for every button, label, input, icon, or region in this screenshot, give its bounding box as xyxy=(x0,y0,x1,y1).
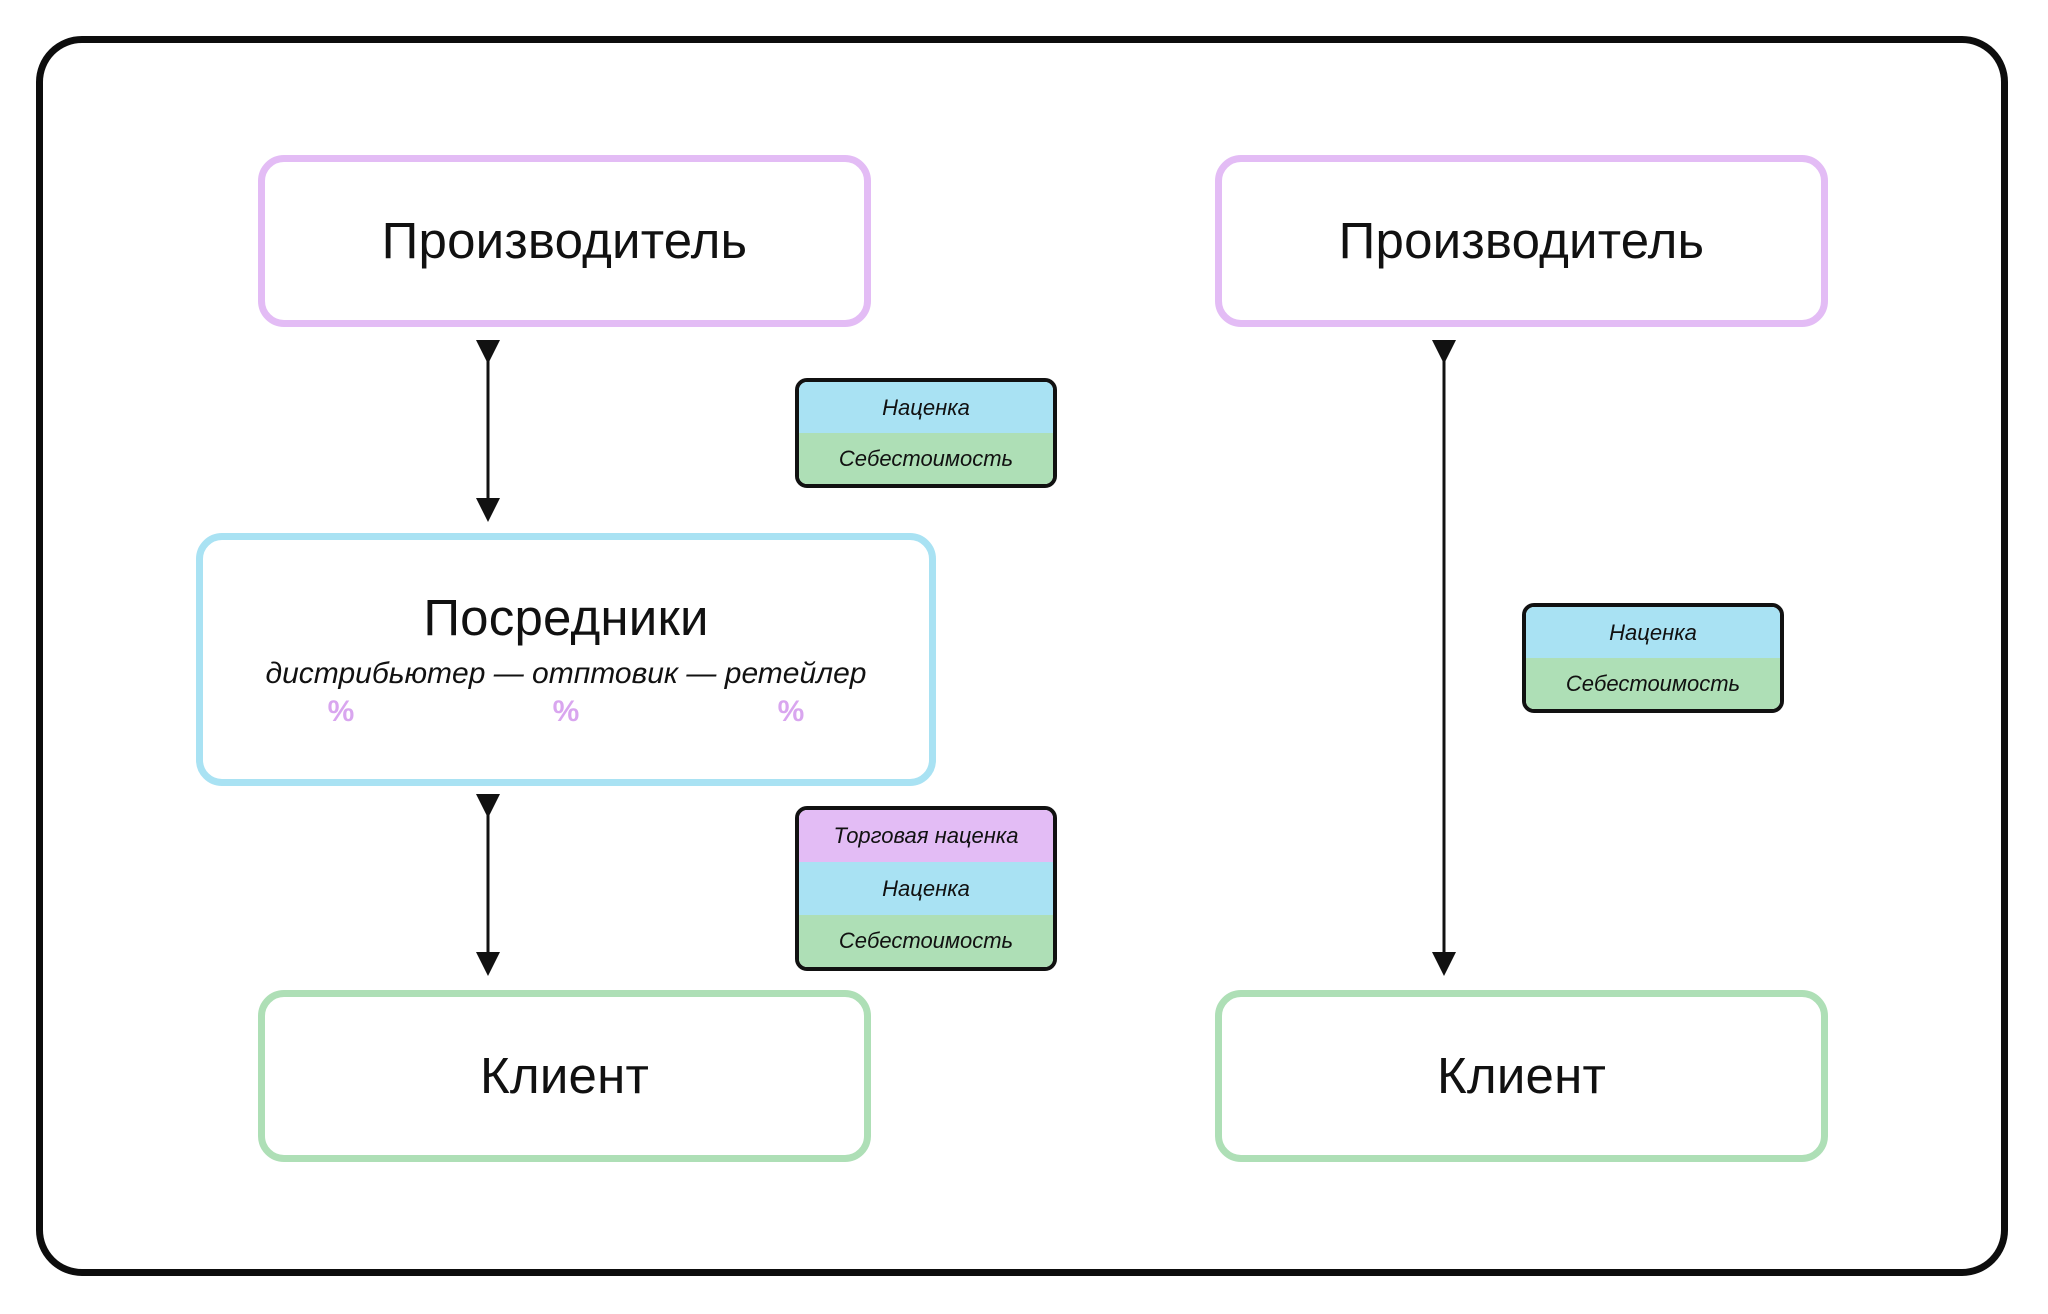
node-client-left[interactable] xyxy=(258,990,871,1162)
band-markup: Наценка xyxy=(799,382,1053,433)
percent-distributor: % xyxy=(327,694,355,728)
price-stack-client-left xyxy=(795,806,1057,971)
arrow-middlemen-client xyxy=(466,790,510,980)
band-cost: Себестоимость xyxy=(1526,658,1780,709)
node-label: Производитель xyxy=(1338,211,1705,269)
arrow-producer-middlemen xyxy=(466,336,510,526)
band-markup: Наценка xyxy=(1526,607,1780,658)
node-label: Клиент xyxy=(1436,1046,1607,1104)
node-label: Клиент xyxy=(479,1046,650,1104)
node-label: Посредники xyxy=(423,589,709,647)
node-producer-left[interactable] xyxy=(258,155,871,327)
middlemen-subtitle: дистрибьютер — отптовик — ретейлер xyxy=(265,656,867,690)
percent-row xyxy=(203,695,929,729)
band-markup: Наценка xyxy=(799,862,1053,914)
node-middlemen[interactable] xyxy=(196,533,936,786)
percent-wholesaler: % xyxy=(552,694,580,728)
price-stack-right xyxy=(1522,603,1784,713)
price-stack-producer-left xyxy=(795,378,1057,488)
band-cost: Себестоимость xyxy=(799,433,1053,484)
band-trade-markup: Торговая наценка xyxy=(799,810,1053,862)
arrow-producer-client-direct xyxy=(1422,336,1466,980)
node-label: Производитель xyxy=(381,211,748,269)
node-producer-right[interactable] xyxy=(1215,155,1828,327)
percent-retailer: % xyxy=(777,694,805,728)
node-client-right[interactable] xyxy=(1215,990,1828,1162)
band-cost: Себестоимость xyxy=(799,915,1053,967)
